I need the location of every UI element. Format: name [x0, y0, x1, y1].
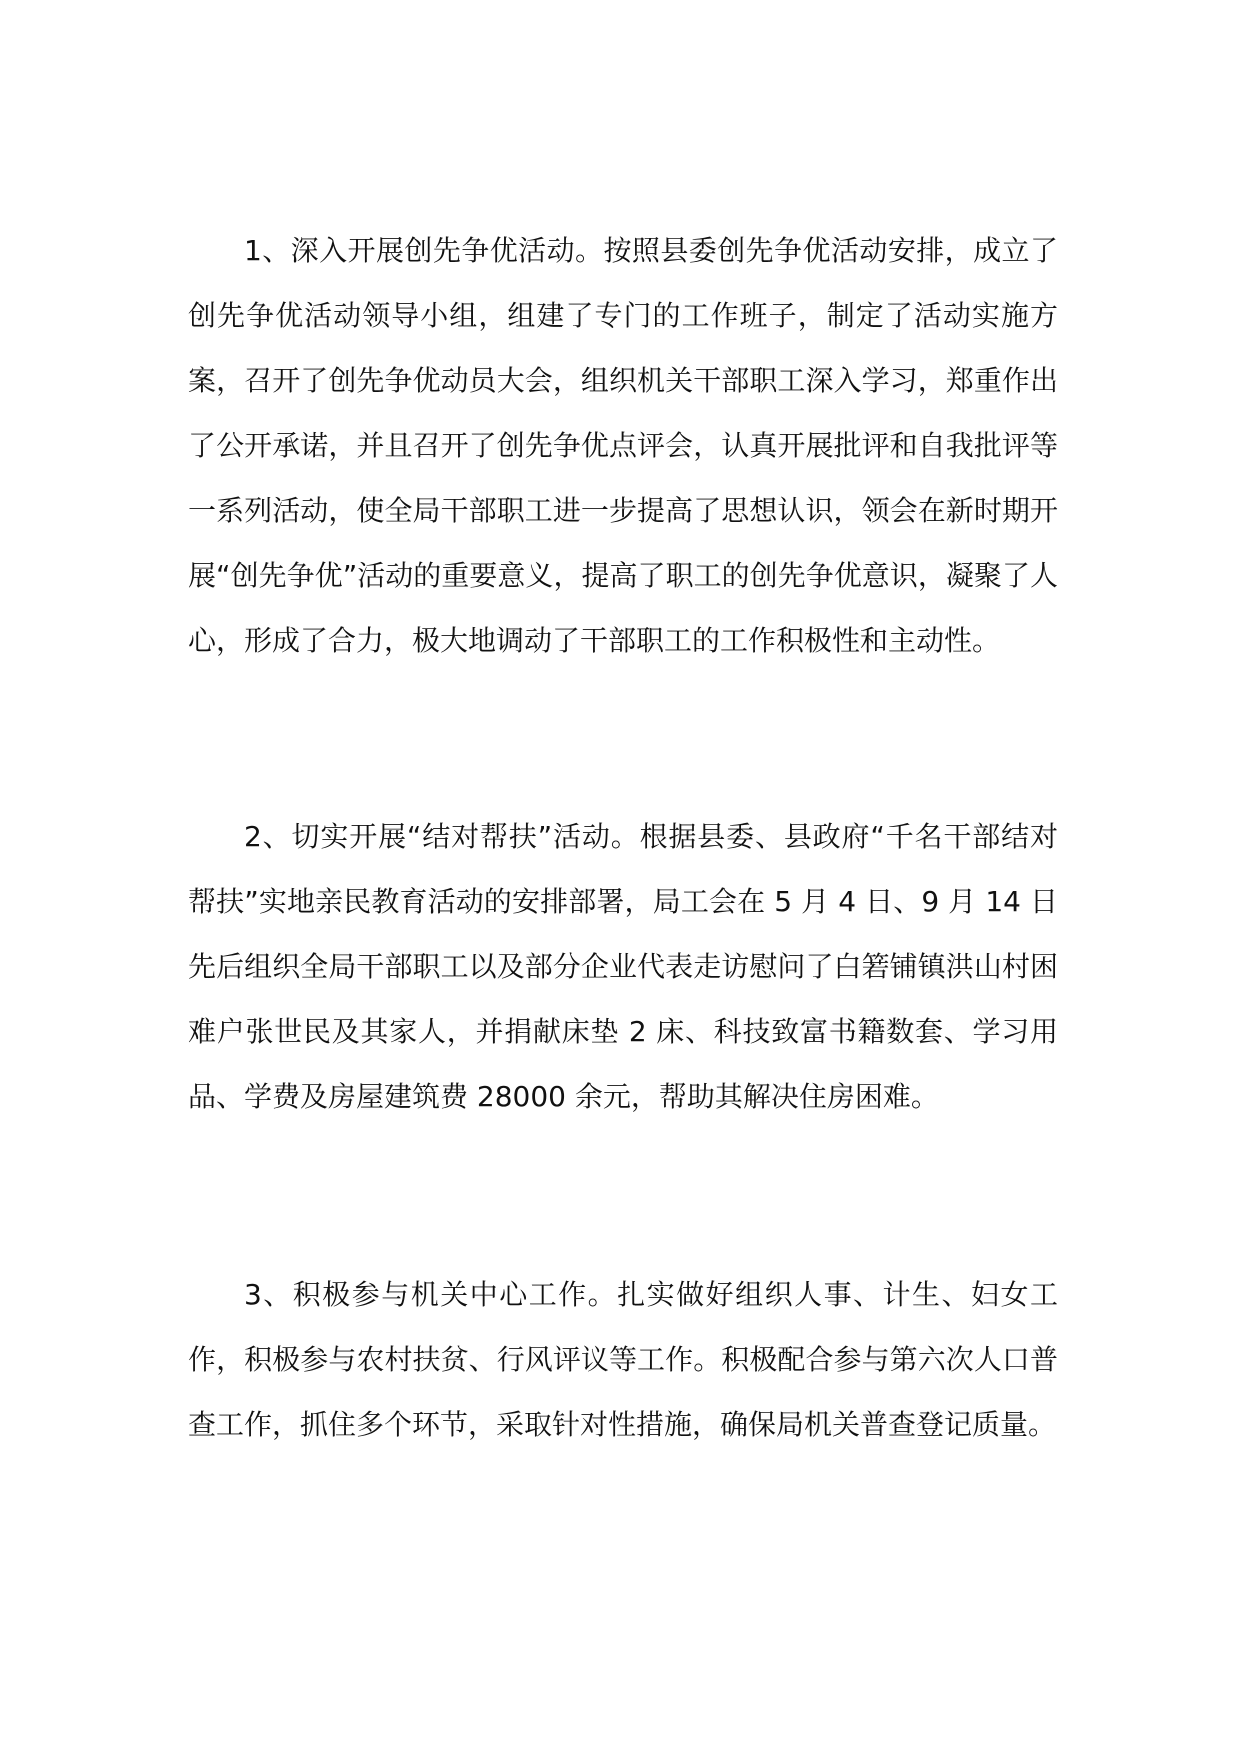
paragraph-1: 1、深入开展创先争优活动。按照县委创先争优活动安排，成立了创先争优活动领导小组，组建了专门的工作班子，制定了活动实施方案，召开了创先争优动员大会，组织机关干部职工深入学习，郑重作出了公开承诺，并且召开了创先争优点评会，认真开展批评和自我批评等一系列活动，使全局干部职工进一步提高了思想认识，领会在新时期开展“创先争优”活动的重要意义，提高了职工的创先争优意识，凝聚了人心，形成了合力，极大地调动了干部职工的工作积极性和主动性。 — [188, 234, 1058, 657]
paragraph-3: 3、积极参与机关中心工作。扎实做好组织人事、计生、妇女工作，积极参与农村扶贫、行风评议等工作。积极配合参与第六次人口普查工作，抓住多个环节，采取针对性措施，确保局机关普查登记质量。 — [188, 1278, 1058, 1441]
paragraph-2: 2、切实开展“结对帮扶”活动。根据县委、县政府“千名干部结对帮扶”实地亲民教育活动的安排部署，局工会在 5 月 4 日、9 月 14 日先后组织全局干部职工以及部分企业代表走访慰问了白箬铺镇洪山村困难户张世民及其家人，并捐献床垫 2 床、科技致富书籍数套、学习用品、学费及房屋建筑费 28000 余元，帮助其解决住房困难。 — [188, 820, 1058, 1113]
